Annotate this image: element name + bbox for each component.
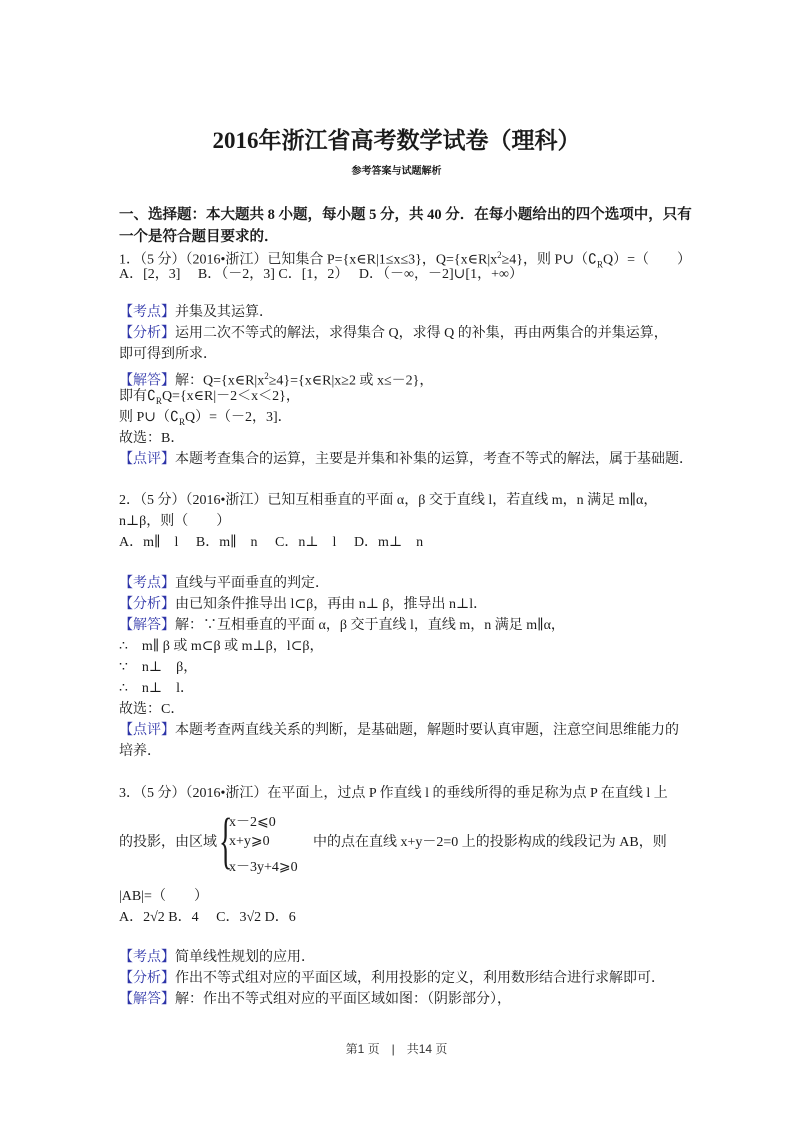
text-line bbox=[119, 721, 679, 741]
superscript: 2 bbox=[497, 250, 502, 260]
text-segment: ≥4}={x∈R|x≥2 或 x≤－2}， bbox=[268, 373, 434, 389]
text-line bbox=[119, 679, 194, 699]
text-segment: ≥4}，则 P∪（∁ bbox=[501, 252, 597, 268]
text-segment: Q）=（－2，3]． bbox=[184, 410, 292, 425]
text-segment: ∴ m∥ β 或 m⊂β 或 m⊥β，l⊂β， bbox=[119, 639, 324, 654]
text-segment: 3．（5 分）（2016•浙江）在平面上，过点 P 作直线 l 的垂线所得的垂足称为点 P 在直线 l 上 bbox=[119, 786, 668, 801]
text-segment: 解：Q={x∈R|x bbox=[175, 373, 265, 389]
text-segment: 简单线性规划的应用． bbox=[175, 950, 315, 965]
section-tag: 【考点】 bbox=[119, 305, 175, 320]
subscript: R bbox=[178, 416, 185, 427]
section-tag: 【解答】 bbox=[119, 992, 175, 1007]
text-line bbox=[119, 658, 197, 678]
text-segment: Q={x∈R|－2＜x＜2}， bbox=[161, 389, 300, 404]
inequality-2: x+y⩾0 bbox=[229, 834, 270, 849]
text-line bbox=[119, 429, 184, 449]
text-line bbox=[119, 990, 511, 1010]
text-segment: 的投影，由区域 bbox=[119, 835, 217, 850]
text-segment: A．m∥ l B．m∥ n C．n⊥ l D．m⊥ n bbox=[119, 535, 424, 550]
text-line bbox=[119, 574, 329, 594]
inequality-3: x－3y+4⩾0 bbox=[229, 860, 298, 875]
page-subtitle: 参考答案与试题解析 bbox=[351, 166, 442, 177]
section-tag: 【分析】 bbox=[119, 597, 175, 612]
text-segment: 即有∁ bbox=[119, 389, 156, 404]
text-segment: 1．（5 分）（2016•浙江）已知集合 P={x∈R|1≤x≤3}，Q={x∈R|x bbox=[119, 252, 498, 268]
text-segment: 由已知条件推导出 l⊂β，再由 n⊥ β，推导出 n⊥l． bbox=[175, 597, 488, 612]
text-segment: 作出不等式组对应的平面区域，利用投影的定义，利用数形结合进行求解即可． bbox=[175, 971, 665, 986]
text-segment: ∵ n⊥ β， bbox=[119, 660, 198, 675]
text-segment: 解：作出不等式组对应的平面区域如图：（阴影部分）， bbox=[175, 992, 511, 1007]
text-line bbox=[119, 948, 315, 968]
text-segment: 故选：B． bbox=[119, 431, 185, 446]
text-segment: 培养． bbox=[119, 744, 161, 759]
section-tag: 【解答】 bbox=[119, 618, 175, 633]
text-segment: 运用二次不等式的解法，求得集合 Q，求得 Q 的补集，再由两集合的并集运算， bbox=[175, 326, 668, 341]
text-line bbox=[119, 265, 523, 285]
system-brace: { bbox=[219, 807, 233, 875]
section-heading-cont: 一个是符合题目要求的． bbox=[119, 229, 279, 245]
section-heading: 一、选择题：本大题共 8 小题，每小题 5 分，共 40 分．在每小题给出的四个选项中，只有 bbox=[119, 207, 692, 223]
section-tag: 【考点】 bbox=[119, 576, 175, 591]
text-line bbox=[119, 616, 565, 636]
text-segment-after-system: 中的点在直线 x+y－2=0 上的投影构成的线段记为 AB，则 bbox=[313, 835, 667, 850]
text-segment: 即可得到所求． bbox=[119, 347, 217, 362]
text-line bbox=[119, 345, 217, 365]
section-tag: 【点评】 bbox=[119, 452, 175, 467]
text-line bbox=[119, 742, 161, 762]
text-line bbox=[119, 450, 693, 470]
text-segment: 解：∵互相垂直的平面 α，β 交于直线 l，直线 m，n 满足 m∥α， bbox=[175, 618, 565, 633]
superscript: 2 bbox=[264, 371, 269, 381]
text-line bbox=[119, 324, 668, 344]
text-line bbox=[119, 637, 324, 657]
text-segment: |AB|=（ ） bbox=[119, 889, 208, 904]
text-line bbox=[119, 887, 208, 907]
text-line bbox=[119, 969, 665, 989]
text-segment: 故选：C． bbox=[119, 702, 185, 717]
text-segment: Q）=（ ） bbox=[602, 252, 691, 268]
text-segment: 本题考查两直线关系的判断，是基础题，解题时要认真审题，注意空间思维能力的 bbox=[175, 723, 679, 738]
inequality-1: x－2⩽0 bbox=[229, 815, 276, 830]
text-segment: ∴ n⊥ l． bbox=[119, 681, 194, 696]
text-segment: A．2√2 B．4 C．3√2 D．6 bbox=[119, 910, 296, 925]
text-segment: A．[2，3] B．（－2，3] C．[1，2） D．（－∞，－2]∪[1，+∞） bbox=[119, 267, 523, 282]
text-line bbox=[119, 784, 668, 804]
subscript: R bbox=[596, 259, 603, 270]
section-tag: 【点评】 bbox=[119, 723, 175, 738]
text-segment: n⊥β，则（ ） bbox=[119, 514, 231, 529]
text-segment: 则 P∪（∁ bbox=[119, 410, 179, 425]
text-line bbox=[119, 700, 184, 720]
text-line bbox=[119, 512, 230, 532]
subscript: R bbox=[155, 395, 162, 406]
section-tag: 【考点】 bbox=[119, 950, 175, 965]
text-line bbox=[119, 303, 273, 323]
text-segment: 2．（5 分）（2016•浙江）已知互相垂直的平面 α，β 交于直线 l，若直线 m，n 满足 m∥α， bbox=[119, 493, 658, 508]
text-line bbox=[119, 908, 296, 928]
text-line bbox=[119, 533, 423, 553]
section-tag: 【分析】 bbox=[119, 971, 175, 986]
text-segment: 并集及其运算． bbox=[175, 305, 273, 320]
section-tag: 【分析】 bbox=[119, 326, 175, 341]
text-segment: 本题考查集合的运算，主要是并集和补集的运算，考查不等式的解法，属于基础题． bbox=[175, 452, 693, 467]
section-tag: 【解答】 bbox=[119, 373, 175, 389]
text-segment: 直线与平面垂直的判定． bbox=[175, 576, 329, 591]
page-title: 2016年浙江省高考数学试卷（理科） bbox=[212, 128, 581, 153]
text-line bbox=[119, 595, 487, 615]
page-footer: 第1 页 | 共14 页 bbox=[345, 1042, 448, 1056]
text-line bbox=[119, 491, 657, 511]
